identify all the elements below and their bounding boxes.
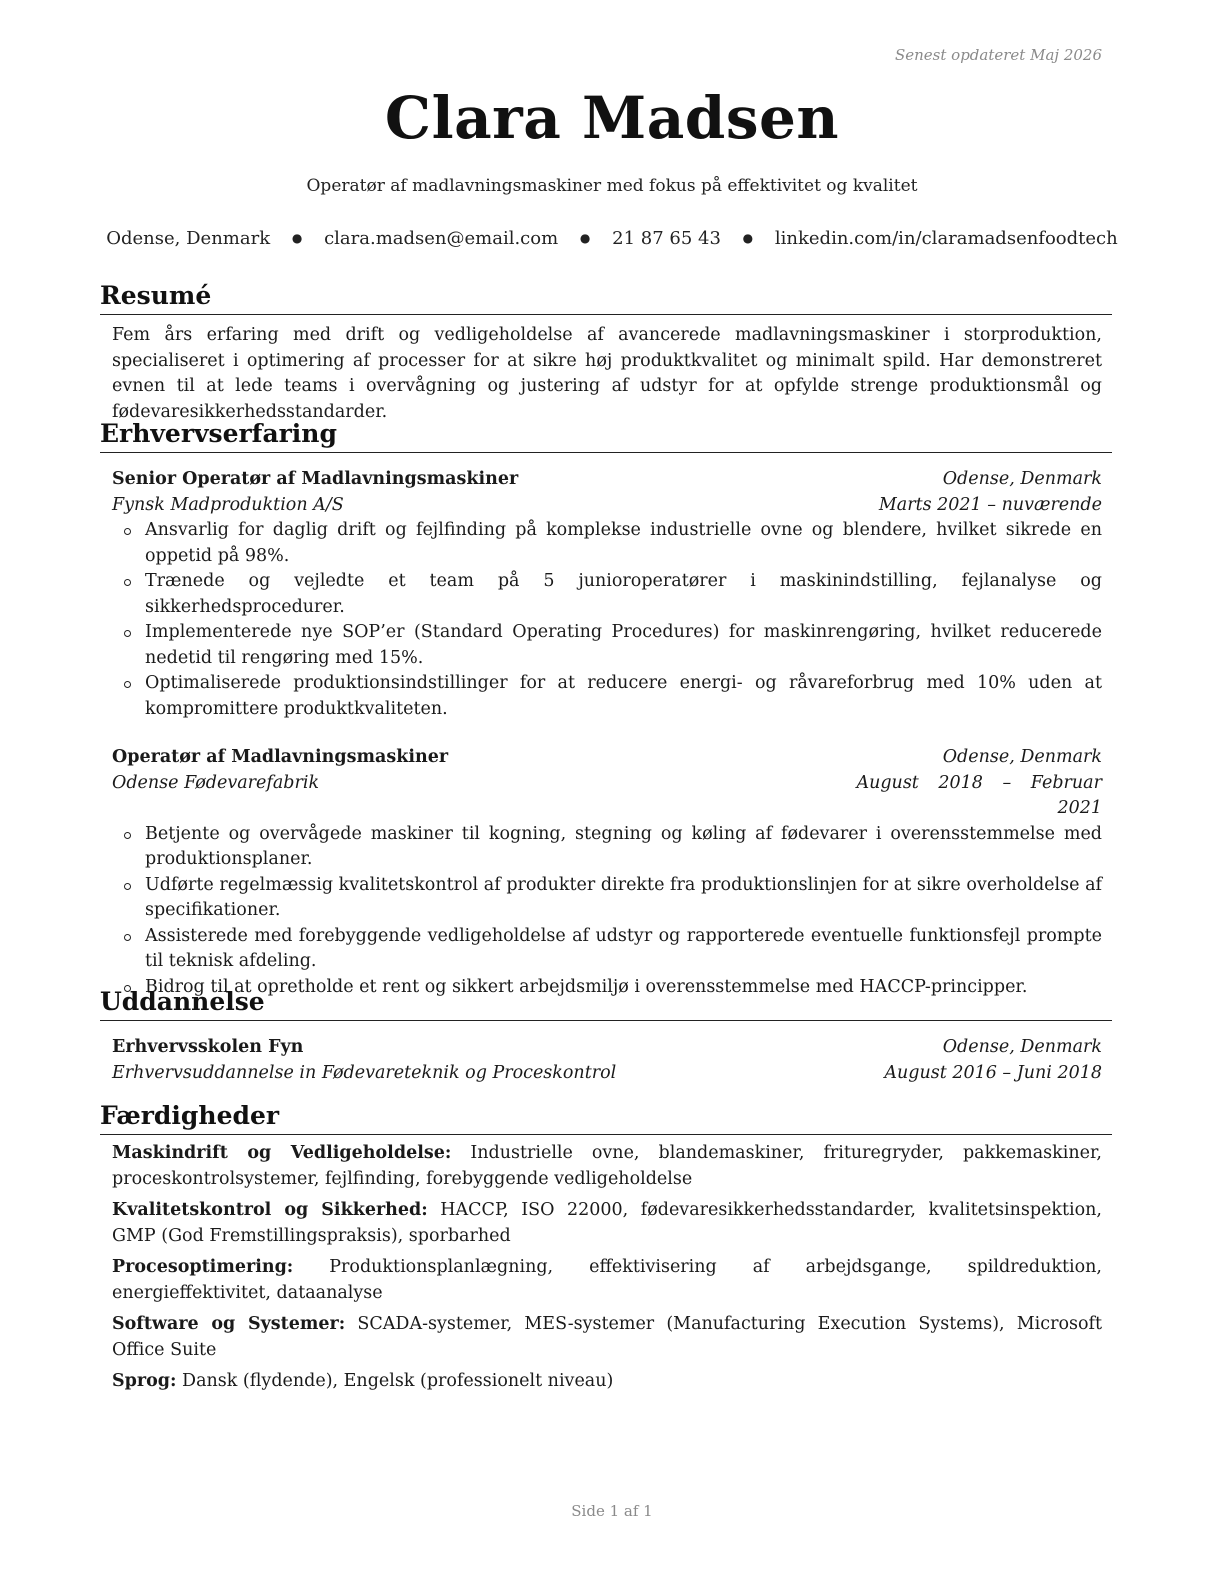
skill-text: Produktionsplanlægning, effektivisering af arbejdsgange, spildreduktion, energieffektivitet, dataanalyse [112, 1257, 1102, 1303]
contact-location: Odense, Denmark [106, 228, 271, 249]
candidate-name: Clara Madsen [384, 84, 840, 152]
job-role: Operatør af Madlavningsmaskiner [112, 747, 449, 767]
list-item: Betjente og overvågede maskiner til kogning, stegning og køling af fødevarer i overensstemmelse med produktionsplaner. [112, 822, 1102, 873]
skill-label: Procesoptimering: [112, 1257, 294, 1277]
job-bullets [112, 822, 1102, 1001]
skill-text: Industrielle ovne, blandemaskiner, frituregryder, pakkemaskiner, proceskontrolsystemer, fejlfinding, forebyggende vedligeholdelse [112, 1143, 1102, 1189]
list-item: Trænede og vejledte et team på 5 junioroperatører i maskinindstilling, fejlanalyse og sikkerhedsprocedurer. [112, 569, 1102, 620]
skill-item [112, 1255, 1102, 1306]
contact-email[interactable]: clara.madsen@email.com [324, 228, 559, 249]
school-location: Odense, Denmark [942, 1037, 1102, 1057]
education-section [100, 986, 1112, 1086]
school-name: Erhvervsskolen Fyn [112, 1037, 304, 1057]
list-item: Assisterede med forebyggende vedligeholdelse af udstyr og rapporterede eventuelle funktionsfejl prompte til teknisk afdeling. [112, 924, 1102, 975]
last-updated: Senest opdateret Maj 2026 [894, 46, 1102, 64]
job-company: Odense Fødevarefabrik [112, 772, 320, 793]
skill-item [112, 1198, 1102, 1249]
bullet-separator: ● [579, 231, 591, 245]
summary-section [100, 280, 1112, 425]
list-item: Udførte regelmæssig kvalitetskontrol af produkter direkte fra produktionslinjen for at sikre overholdelse af specifikationer. [112, 873, 1102, 924]
skill-label: Maskindrift og Vedligeholdelse: [112, 1143, 452, 1163]
skill-item [112, 1369, 1102, 1395]
skill-text: Dansk (flydende), Engelsk (professionelt niveau) [182, 1371, 614, 1391]
skill-label: Sprog: [112, 1371, 177, 1391]
contact-line [0, 228, 1224, 249]
section-title: Uddannelse [100, 986, 1112, 1021]
skill-label: Kvalitetskontrol og Sikkerhed: [112, 1200, 428, 1220]
skill-text: SCADA-systemer, MES-systemer (Manufacturing Execution Systems), Microsoft Office Suite [112, 1314, 1102, 1360]
list-item: Ansvarlig for daglig drift og fejlfinding på komplekse industrielle ovne og blendere, hvilket sikrede en oppetid på 98%. [112, 518, 1102, 569]
section-title: Resumé [100, 280, 1112, 315]
contact-phone: 21 87 65 43 [612, 228, 721, 249]
education-dates: August 2016 – Juni 2018 [884, 1062, 1102, 1083]
list-item: Optimaliserede produktionsindstillinger for at reducere energi- og råvareforbrug med 10% uden at kompromittere produktkvaliteten. [112, 671, 1102, 722]
page-footer: Side 1 af 1 [571, 1502, 653, 1520]
skill-item [112, 1141, 1102, 1192]
job-role: Senior Operatør af Madlavningsmaskiner [112, 469, 519, 489]
summary-text: Fem års erfaring med drift og vedligeholdelse af avancerede madlavningsmaskiner i storproduktion, specialiseret i optimering af processer for at sikre høj produktkvalitet og minimalt spild. Har demonstreret evnen til at lede teams i overvågning og justering af udstyr for at opfylde strenge produktionsmål og fødevaresikkerhedsstandarder. [112, 325, 1102, 422]
skill-text: HACCP, ISO 22000, fødevaresikkerhedsstandarder, kvalitetsinspektion, GMP (God Fremstillingspraksis), sporbarhed [112, 1200, 1102, 1246]
job-location: Odense, Denmark [942, 747, 1102, 767]
list-item: Implementerede nye SOP’er (Standard Operating Procedures) for maskinrengøring, hvilket reducerede nedetid til rengøring med 15%. [112, 620, 1102, 671]
job-dates: Marts 2021 – nuværende [878, 494, 1102, 515]
skill-label: Software og Systemer: [112, 1314, 346, 1334]
job-entry [112, 467, 1102, 722]
job-entry [112, 745, 1102, 1000]
contact-linkedin[interactable]: linkedin.com/in/claramadsenfoodtech [774, 228, 1118, 249]
bullet-separator: ● [742, 231, 754, 245]
job-bullets [112, 518, 1102, 722]
job-location: Odense, Denmark [942, 469, 1102, 489]
skill-item [112, 1312, 1102, 1363]
list-item: Bidrog til at opretholde et rent og sikkert arbejdsmiljø i overensstemmelse med HACCP-principper. [112, 975, 1102, 1001]
section-title: Færdigheder [100, 1100, 1112, 1135]
bullet-separator: ● [291, 231, 303, 245]
headline: Operatør af madlavningsmaskiner med fokus på effektivitet og kvalitet [306, 176, 918, 196]
skills-section [100, 1100, 1112, 1395]
section-title: Erhvervserfaring [100, 418, 1112, 453]
degree: Erhvervsuddannelse in Fødevareteknik og Proceskontrol [112, 1062, 617, 1083]
job-company: Fynsk Madproduktion A/S [112, 494, 344, 515]
experience-section [100, 418, 1112, 1000]
job-dates: August 2018 – Februar 2021 [856, 772, 1102, 818]
